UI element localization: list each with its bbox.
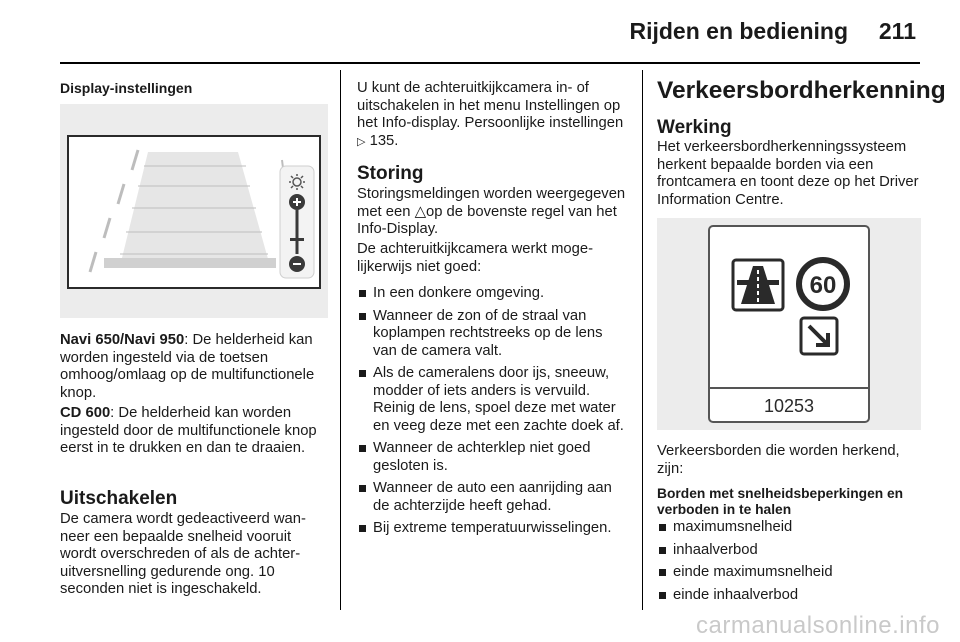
list-item: einde inhaalverbod bbox=[657, 587, 923, 605]
section-heading: Display-instellingen bbox=[60, 80, 193, 96]
section-heading: Uitschakelen bbox=[60, 488, 178, 509]
section-heading: Werking bbox=[657, 117, 732, 138]
bullet-square-icon bbox=[359, 290, 366, 297]
page-number: 211 bbox=[878, 18, 916, 44]
page-reference: 135. bbox=[369, 132, 399, 149]
paragraph bbox=[357, 186, 627, 239]
page-header bbox=[0, 0, 960, 70]
paragraph: De camera wordt gedeactiveerd wanneer een bepaalde snelheid vooruit wordt overschreden of als de achteruitversnelling gedurende ong. 10 seconden niet is ingeschakeld. bbox=[60, 511, 306, 597]
list-item: Wanneer de zon of de straal van koplampen rechtstreeks op de lens van de camera valt. bbox=[357, 308, 627, 361]
list-item: Wanneer de achterklep niet goed gesloten is. bbox=[357, 440, 627, 475]
subheading: Borden met snelheidsbeperkingen en verboden in te halen bbox=[657, 486, 904, 517]
paragraph-text: : De helderheid kan worden ingesteld via de toetsen omhoog/omlaag op de multifunctionele knop. bbox=[60, 332, 315, 401]
list-item: Wanneer de auto een aanrijding aan de achterzijde heeft gehad. bbox=[357, 480, 627, 515]
paragraph bbox=[60, 405, 328, 458]
bullet-square-icon bbox=[659, 547, 666, 554]
list-item: einde maximumsnelheid bbox=[657, 564, 923, 582]
paragraph bbox=[357, 80, 627, 151]
camera-display-illustration bbox=[60, 104, 328, 318]
list-item: Bij extreme temperatuurwisselingen. bbox=[357, 520, 627, 538]
warning-triangle-icon: △ bbox=[414, 203, 426, 220]
list-item: In een donkere omgeving. bbox=[357, 285, 627, 303]
camera-display-graphic bbox=[60, 104, 328, 318]
list-item: inhaalverbod bbox=[657, 542, 923, 560]
reference-arrow-icon: ▷ bbox=[357, 135, 366, 148]
chapter-heading: Verkeersbordherkenning bbox=[657, 77, 946, 104]
list-item: Als de cameralens door ijs, sneeuw, modder of iets anders is vervuild. Reinig de lens, spoel deze met water en veeg deze met een zachte doek af. bbox=[357, 365, 627, 435]
bullet-square-icon bbox=[659, 569, 666, 576]
bullet-square-icon bbox=[359, 445, 366, 452]
bullet-square-icon bbox=[659, 524, 666, 531]
odometer-readout: 10253 bbox=[763, 396, 815, 416]
model-label: CD 600 bbox=[60, 405, 111, 421]
paragraph: Het verkeersbordherkenningssysteem herkent bepaalde borden via een frontcamera en toont deze op het Driver Information Centre. bbox=[657, 139, 919, 208]
column-divider bbox=[340, 70, 341, 610]
bullet-list bbox=[657, 519, 923, 604]
sign-recognition-illustration bbox=[657, 218, 921, 430]
watermark bbox=[0, 612, 960, 642]
paragraph-text: U kunt de achteruitkijkcamera in- of uitschakelen in het menu Instellingen op het Info-display. Persoonlijke instellingen bbox=[357, 80, 624, 131]
list-item: maximumsnelheid bbox=[657, 519, 923, 537]
section-heading: Storing bbox=[357, 163, 424, 184]
speed-limit-value: 60 bbox=[809, 272, 837, 299]
cluster-display-frame bbox=[709, 226, 869, 422]
header-rule bbox=[60, 62, 920, 64]
model-label: Navi 650/Navi 950 bbox=[60, 332, 185, 348]
bullet-square-icon bbox=[359, 485, 366, 492]
running-title: Rijden en bediening bbox=[629, 18, 848, 44]
paragraph: De achteruitkijkcamera werkt mogelijkerwijs niet goed: bbox=[357, 241, 594, 275]
bullet-square-icon bbox=[659, 592, 666, 599]
paragraph: Verkeersborden die worden herkend, zijn: bbox=[657, 443, 900, 477]
sign-display-graphic bbox=[657, 218, 921, 430]
watermark-text: carmanualsonline.info bbox=[696, 612, 940, 639]
bullet-square-icon bbox=[359, 313, 366, 320]
bullet-square-icon bbox=[359, 525, 366, 532]
paragraph bbox=[60, 332, 328, 402]
bumper-zone bbox=[104, 258, 276, 268]
bullet-list bbox=[357, 285, 627, 538]
bullet-square-icon bbox=[359, 370, 366, 377]
paragraph-text: op de bovenste regel van het Info-Display. bbox=[357, 203, 617, 237]
paragraph-text: : De helderheid kan worden ingesteld door de multifunctionele knop eerst in te drukken en dan te draaien. bbox=[60, 405, 317, 456]
column-divider bbox=[642, 70, 643, 610]
paragraph-text: Storingsmeldingen worden weergegeven met een bbox=[357, 186, 626, 220]
brightness-slider-handle bbox=[290, 238, 304, 241]
